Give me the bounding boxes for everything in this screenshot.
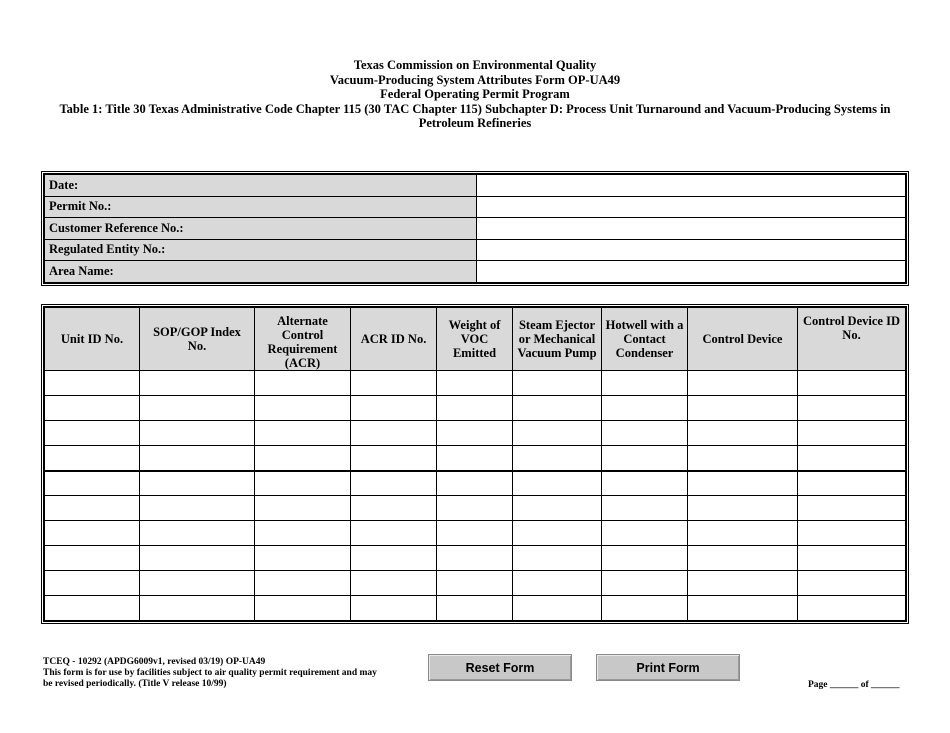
table-cell-input[interactable]: [688, 471, 798, 496]
table-cell-input[interactable]: [351, 596, 437, 621]
table-cell-input[interactable]: [45, 421, 140, 446]
table-row: [45, 571, 906, 596]
table-cell-input[interactable]: [45, 446, 140, 471]
table-cell-input[interactable]: [798, 371, 906, 396]
table-cell-input[interactable]: [513, 446, 602, 471]
info-row: [45, 239, 906, 261]
table-cell-input[interactable]: [351, 421, 437, 446]
table-cell-input[interactable]: [437, 546, 513, 571]
form-note: This form is for use by facilities subject to air quality permit requirement and may be revised periodically. (Title V release 10/99): [43, 668, 377, 689]
table-cell-input[interactable]: [798, 496, 906, 521]
reset-form-button[interactable]: Reset Form: [428, 654, 572, 681]
table-cell-input[interactable]: [688, 546, 798, 571]
column-header: Alternate Control Requirement (ACR): [255, 308, 351, 371]
table-cell-input[interactable]: [437, 396, 513, 421]
info-label: Date:: [45, 175, 477, 197]
table-cell-input[interactable]: [688, 371, 798, 396]
table-cell-input[interactable]: [140, 371, 255, 396]
table-cell-input[interactable]: [351, 471, 437, 496]
table-cell-input[interactable]: [140, 396, 255, 421]
table-cell-input[interactable]: [45, 396, 140, 421]
table-row: [45, 471, 906, 496]
agency-title: Texas Commission on Environmental Quality: [353, 58, 597, 72]
table-row: [45, 421, 906, 446]
table-row: [45, 496, 906, 521]
column-header: SOP/GOP Index No.: [140, 308, 255, 371]
print-form-button[interactable]: Print Form: [596, 654, 740, 681]
table-cell-input[interactable]: [351, 546, 437, 571]
table-cell-input[interactable]: [602, 521, 688, 546]
table-cell-input[interactable]: [798, 521, 906, 546]
table-cell-input[interactable]: [513, 521, 602, 546]
table-cell-input[interactable]: [255, 421, 351, 446]
table-cell-input[interactable]: [45, 546, 140, 571]
info-row: [45, 218, 906, 240]
table-cell-input[interactable]: [140, 421, 255, 446]
table-cell-input[interactable]: [688, 421, 798, 446]
form-footer: [43, 657, 383, 690]
form-header: [0, 58, 950, 131]
table-cell-input[interactable]: [798, 596, 906, 621]
table-cell-input[interactable]: [255, 396, 351, 421]
form-title: Vacuum-Producing System Attributes Form OP-UA49: [329, 72, 621, 87]
info-table: [41, 171, 909, 286]
column-header: Steam Ejector or Mechanical Vacuum Pump: [513, 308, 602, 371]
table-cell-input[interactable]: [513, 496, 602, 521]
table-cell-input[interactable]: [798, 471, 906, 496]
column-header: Control Device: [688, 308, 798, 371]
table-cell-input[interactable]: [45, 521, 140, 546]
table-cell-input[interactable]: [351, 521, 437, 546]
table-cell-input[interactable]: [351, 496, 437, 521]
info-input[interactable]: [477, 239, 906, 261]
table-row: [45, 521, 906, 546]
table-title: Table 1: Title 30 Texas Administrative Code Chapter 115 (30 TAC Chapter 115) Subchapter D: Process Unit Turnaround and Vacuum-Producing Systems in Petroleum Refineries: [59, 101, 891, 130]
table-cell-input[interactable]: [602, 571, 688, 596]
table-cell-input[interactable]: [602, 446, 688, 471]
table-cell-input[interactable]: [798, 396, 906, 421]
table-cell-input[interactable]: [513, 596, 602, 621]
table-cell-input[interactable]: [255, 446, 351, 471]
table-cell-input[interactable]: [45, 571, 140, 596]
table-cell-input[interactable]: [602, 421, 688, 446]
table-cell-input[interactable]: [255, 371, 351, 396]
table-cell-input[interactable]: [437, 471, 513, 496]
form-id: TCEQ - 10292 (APDG6009v1, revised 03/19) OP-UA49: [43, 657, 266, 667]
table-cell-input[interactable]: [513, 396, 602, 421]
table-cell-input[interactable]: [45, 371, 140, 396]
table-row: [45, 546, 906, 571]
info-label: Customer Reference No.:: [45, 218, 477, 240]
info-row: [45, 196, 906, 218]
info-input[interactable]: [477, 218, 906, 240]
table-cell-input[interactable]: [140, 546, 255, 571]
program-title: Federal Operating Permit Program: [380, 87, 570, 101]
table-cell-input[interactable]: [351, 446, 437, 471]
table-cell-input[interactable]: [437, 521, 513, 546]
table-cell-input[interactable]: [688, 496, 798, 521]
table-cell-input[interactable]: [688, 596, 798, 621]
table-cell-input[interactable]: [688, 571, 798, 596]
table-cell-input[interactable]: [255, 471, 351, 496]
table-cell-input[interactable]: [602, 496, 688, 521]
table-cell-input[interactable]: [602, 471, 688, 496]
table-cell-input[interactable]: [45, 496, 140, 521]
table-cell-input[interactable]: [513, 546, 602, 571]
table-cell-input[interactable]: [688, 521, 798, 546]
table-cell-input[interactable]: [798, 546, 906, 571]
info-input[interactable]: [477, 196, 906, 218]
table-cell-input[interactable]: [140, 571, 255, 596]
table-cell-input[interactable]: [437, 496, 513, 521]
table-cell-input[interactable]: [688, 396, 798, 421]
table-cell-input[interactable]: [45, 596, 140, 621]
info-label: Area Name:: [45, 261, 477, 283]
table-cell-input[interactable]: [255, 596, 351, 621]
table-cell-input[interactable]: [140, 596, 255, 621]
table-cell-input[interactable]: [437, 371, 513, 396]
table-cell-input[interactable]: [513, 421, 602, 446]
column-header: Hotwell with a Contact Condenser: [602, 308, 688, 371]
table-cell-input[interactable]: [437, 571, 513, 596]
table-row: [45, 596, 906, 621]
info-input[interactable]: [477, 175, 906, 197]
table-cell-input[interactable]: [255, 521, 351, 546]
table-cell-input[interactable]: [513, 571, 602, 596]
table-cell-input[interactable]: [798, 446, 906, 471]
table-cell-input[interactable]: [351, 396, 437, 421]
table-cell-input[interactable]: [437, 421, 513, 446]
table-cell-input[interactable]: [602, 546, 688, 571]
table-cell-input[interactable]: [798, 421, 906, 446]
table-cell-input[interactable]: [351, 571, 437, 596]
table-cell-input[interactable]: [255, 571, 351, 596]
table-cell-input[interactable]: [602, 396, 688, 421]
table-cell-input[interactable]: [255, 496, 351, 521]
table-cell-input[interactable]: [513, 371, 602, 396]
table-cell-input[interactable]: [45, 471, 140, 496]
table-row: [45, 446, 906, 471]
table-cell-input[interactable]: [140, 521, 255, 546]
table-cell-input[interactable]: [140, 496, 255, 521]
table-row: [45, 396, 906, 421]
info-label: Regulated Entity No.:: [45, 239, 477, 261]
info-input[interactable]: [477, 261, 906, 283]
table-cell-input[interactable]: [688, 446, 798, 471]
column-header: Unit ID No.: [45, 308, 140, 371]
table-row: [45, 371, 906, 396]
table-cell-input[interactable]: [437, 446, 513, 471]
column-header: Control Device ID No.: [798, 308, 906, 371]
table-cell-input[interactable]: [798, 571, 906, 596]
info-row: [45, 175, 906, 197]
table-cell-input[interactable]: [140, 446, 255, 471]
column-header: ACR ID No.: [351, 308, 437, 371]
table-cell-input[interactable]: [437, 596, 513, 621]
attributes-table: [41, 304, 909, 624]
table-cell-input[interactable]: [255, 546, 351, 571]
column-header: Weight of VOC Emitted: [437, 308, 513, 371]
table-cell-input[interactable]: [351, 371, 437, 396]
info-row: [45, 261, 906, 283]
page-number: Page ______ of ______: [808, 680, 900, 690]
table-cell-input[interactable]: [602, 371, 688, 396]
table-cell-input[interactable]: [602, 596, 688, 621]
table-cell-input[interactable]: [513, 471, 602, 496]
info-label: Permit No.:: [45, 196, 477, 218]
table-cell-input[interactable]: [140, 471, 255, 496]
